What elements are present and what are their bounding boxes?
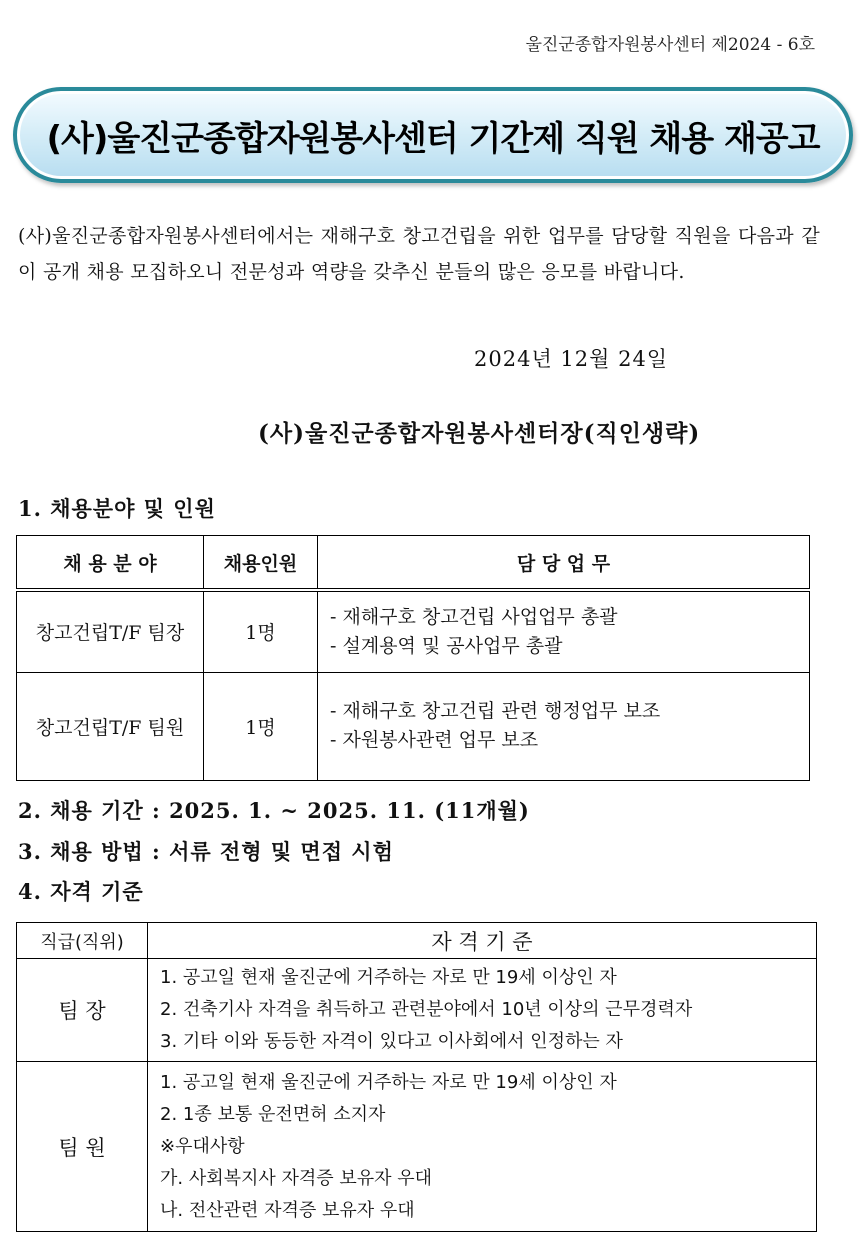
signer: (사)울진군종합자원봉사센터장(직인생략) xyxy=(258,420,701,447)
duty-item: - 자원봉사관련 업무 보조 xyxy=(330,729,539,751)
page-title: (사)울진군종합자원봉사센터 기간제 직원 채용 재공고 xyxy=(46,118,820,159)
announcement-date: 2024년 12월 24일 xyxy=(474,347,669,371)
intro-paragraph: (사)울진군종합자원봉사센터에서는 재해구호 창고건립을 위한 업무를 담당할 직원을 다음과 같이 공개 채용 모집하오니 전문성과 역량을 갖추신 분들의 많은 응모를 바랍니다. xyxy=(18,225,820,283)
grade-cell: 팀 원 xyxy=(17,1062,148,1232)
field-cell: 창고건립T/F 팀원 xyxy=(17,672,204,780)
grade-cell: 팀 장 xyxy=(17,959,148,1062)
table-row xyxy=(17,959,817,1062)
section-2-heading: 2. 채용 기간 : 2025. 1. ~ 2025. 11. (11개월) xyxy=(18,798,530,823)
criteria-cell xyxy=(148,1062,817,1232)
qualification-table xyxy=(16,922,817,1232)
table-row xyxy=(17,1062,817,1232)
criteria-cell xyxy=(148,959,817,1062)
duty-item: - 설계용역 및 공사업무 총괄 xyxy=(330,634,563,657)
table-header-row xyxy=(17,923,817,959)
duties-cell xyxy=(318,590,810,672)
duty-item: - 재해구호 창고건립 사업업무 총괄 xyxy=(330,605,618,628)
count-cell: 1명 xyxy=(204,590,318,672)
col-header-field: 채 용 분 야 xyxy=(17,536,204,591)
recruitment-table xyxy=(16,535,810,781)
criteria-item: 2. 1종 보통 운전면허 소지자 xyxy=(160,1103,386,1125)
table-row xyxy=(17,672,810,780)
criteria-item: 나. 전산관련 자격증 보유자 우대 xyxy=(160,1199,415,1221)
criteria-item: ※우대사항 xyxy=(160,1135,245,1157)
duty-item: - 재해구호 창고건립 관련 행정업무 보조 xyxy=(330,700,661,722)
table-header-row xyxy=(17,536,810,591)
table-row xyxy=(17,590,810,672)
count-cell: 1명 xyxy=(204,672,318,780)
col-header-grade: 직급(직위) xyxy=(17,923,148,959)
title-banner xyxy=(13,87,853,183)
col-header-duties: 담 당 업 무 xyxy=(318,536,810,591)
col-header-count: 채용인원 xyxy=(204,536,318,591)
criteria-item: 2. 건축기사 자격을 취득하고 관련분야에서 10년 이상의 근무경력자 xyxy=(160,999,693,1020)
criteria-item: 1. 공고일 현재 울진군에 거주하는 자로 만 19세 이상인 자 xyxy=(160,1071,617,1093)
duties-cell xyxy=(318,672,810,780)
criteria-item: 3. 기타 이와 동등한 자격이 있다고 이사회에서 인정하는 자 xyxy=(160,1031,623,1052)
criteria-item: 1. 공고일 현재 울진군에 거주하는 자로 만 19세 이상인 자 xyxy=(160,967,617,988)
section-3-heading: 3. 채용 방법 : 서류 전형 및 면접 시험 xyxy=(18,839,394,864)
criteria-item: 가. 사회복지사 자격증 보유자 우대 xyxy=(160,1167,433,1189)
section-4-heading: 4. 자격 기준 xyxy=(18,879,144,904)
field-cell: 창고건립T/F 팀장 xyxy=(17,590,204,672)
col-header-criteria: 자 격 기 준 xyxy=(148,923,817,959)
section-1-heading: 1. 채용분야 및 인원 xyxy=(18,496,216,521)
issue-number: 울진군종합자원봉사센터 제2024 - 6호 xyxy=(525,35,815,55)
